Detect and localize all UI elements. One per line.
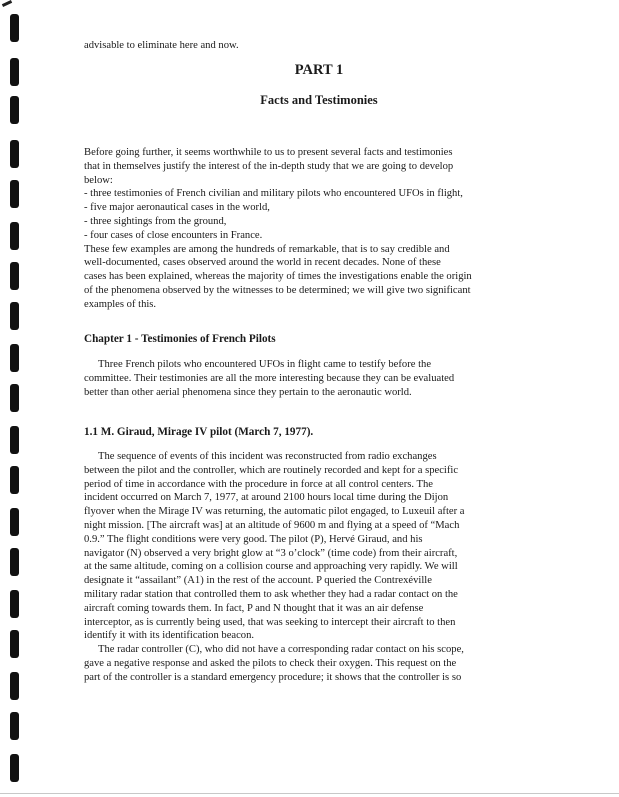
punch-hole <box>10 140 19 168</box>
text-line: examples of this. <box>84 298 157 310</box>
punch-hole <box>10 548 19 576</box>
text-line: incident occurred on March 7, 1977, at around 2100 hours local time during the Dijon <box>84 492 449 504</box>
text-line: between the pilot and the controller, which are routinely recorded and kept for a specific <box>84 464 459 476</box>
text-line: navigator (N) observed a very bright glow at “3 o’clock” (time code) from their aircraft, <box>84 547 458 559</box>
text-line: part of the controller is a standard emergency procedure; it shows that the controller is so <box>84 671 462 683</box>
text-line: military radar station that controlled them to ask whether they had a radar contact on the <box>84 588 458 600</box>
text-line: Three French pilots who encountered UFOs in flight came to testify before the <box>98 359 432 370</box>
text-line: committee. Their testimonies are all the more interesting because they can be evaluated <box>84 372 455 384</box>
text-line: that in themselves justify the interest of the in-depth study that we are going to develop <box>84 160 454 172</box>
punch-hole <box>10 96 19 124</box>
punch-hole <box>10 508 19 536</box>
punch-hole <box>10 180 19 208</box>
punch-hole <box>10 344 19 372</box>
part-subtitle: Facts and Testimonies <box>260 93 378 107</box>
list-item: - five major aeronautical cases in the world, <box>84 202 270 214</box>
text-line: These few examples are among the hundreds of remarkable, that is to say credible and <box>84 243 450 255</box>
text-line: of the phenomena observed by the witnesses to be determined; we will give two significant <box>84 284 471 296</box>
text-line: Before going further, it seems worthwhile to us to present several facts and testimonies <box>84 147 453 158</box>
text-line: aircraft coming towards them. In fact, P and N thought that it was an air defense <box>84 602 424 614</box>
text-line: The sequence of events of this incident was reconstructed from radio exchanges <box>98 451 437 462</box>
punch-hole <box>10 384 19 412</box>
text-line: The radar controller (C), who did not have a corresponding radar contact on his scope, <box>98 644 464 656</box>
punch-hole <box>10 426 19 454</box>
punch-hole <box>10 590 19 618</box>
intro-paragraph <box>84 146 554 312</box>
punch-hole <box>10 222 19 250</box>
chapter-paragraph <box>84 358 554 399</box>
text-line: well-documented, cases observed around the world in recent decades. None of these <box>84 257 441 269</box>
text-line: 0.9.” The flight conditions were very good. The pilot (P), Hervé Giraud, and his <box>84 533 423 545</box>
text-line: flyover when the Mirage IV was returning, the automatic pilot engaged, to Luxeuil after a <box>84 506 465 518</box>
section-paragraph <box>84 450 554 685</box>
punch-hole <box>10 672 19 700</box>
list-item: - three testimonies of French civilian and military pilots who encountered UFOs in flight, <box>84 188 463 200</box>
list-item: - four cases of close encounters in France. <box>84 229 263 241</box>
punch-hole <box>10 262 19 290</box>
punch-hole <box>10 466 19 494</box>
list-item: - three sightings from the ground, <box>84 215 227 227</box>
punch-hole <box>10 58 19 86</box>
text-line: identify it with its identification beacon. <box>84 630 255 642</box>
punch-hole <box>10 754 19 782</box>
text-line: below: <box>84 174 113 186</box>
text-line: cases has been explained, whereas the majority of times the investigations enable the origin <box>84 271 472 283</box>
text-line: designate it “assailant” (A1) in the rest of the account. P queried the Contrexéville <box>84 575 432 587</box>
continuation-text: advisable to eliminate here and now. <box>84 40 239 51</box>
page-bottom-edge <box>0 793 619 794</box>
punch-hole <box>10 630 19 658</box>
text-line: at the same altitude, coming on a collision course and approaching very rapidly. We will <box>84 561 458 573</box>
part-title: PART 1 <box>294 62 344 78</box>
text-line: gave a negative response and asked the pilots to check their oxygen. This request on the <box>84 657 457 669</box>
text-line: period of time in accordance with the procedure in force at all control centers. The <box>84 478 433 490</box>
text-line: night mission. [The aircraft was] at an altitude of 9600 m and flying at a speed of “Mach <box>84 519 460 531</box>
punch-hole <box>10 712 19 740</box>
section-heading: 1.1 M. Giraud, Mirage IV pilot (March 7, 1977). <box>84 426 314 438</box>
chapter-heading: Chapter 1 - Testimonies of French Pilots <box>84 333 276 345</box>
punch-hole <box>10 14 19 42</box>
binder-holes <box>0 0 30 797</box>
text-line: interceptor, as is currently being used, that was seeking to intercept their aircraft to then <box>84 616 456 628</box>
text-line: better than other aerial phenomena since they pertain to the aeronautic world. <box>84 386 412 398</box>
punch-hole <box>10 302 19 330</box>
corner-mark <box>2 0 12 7</box>
